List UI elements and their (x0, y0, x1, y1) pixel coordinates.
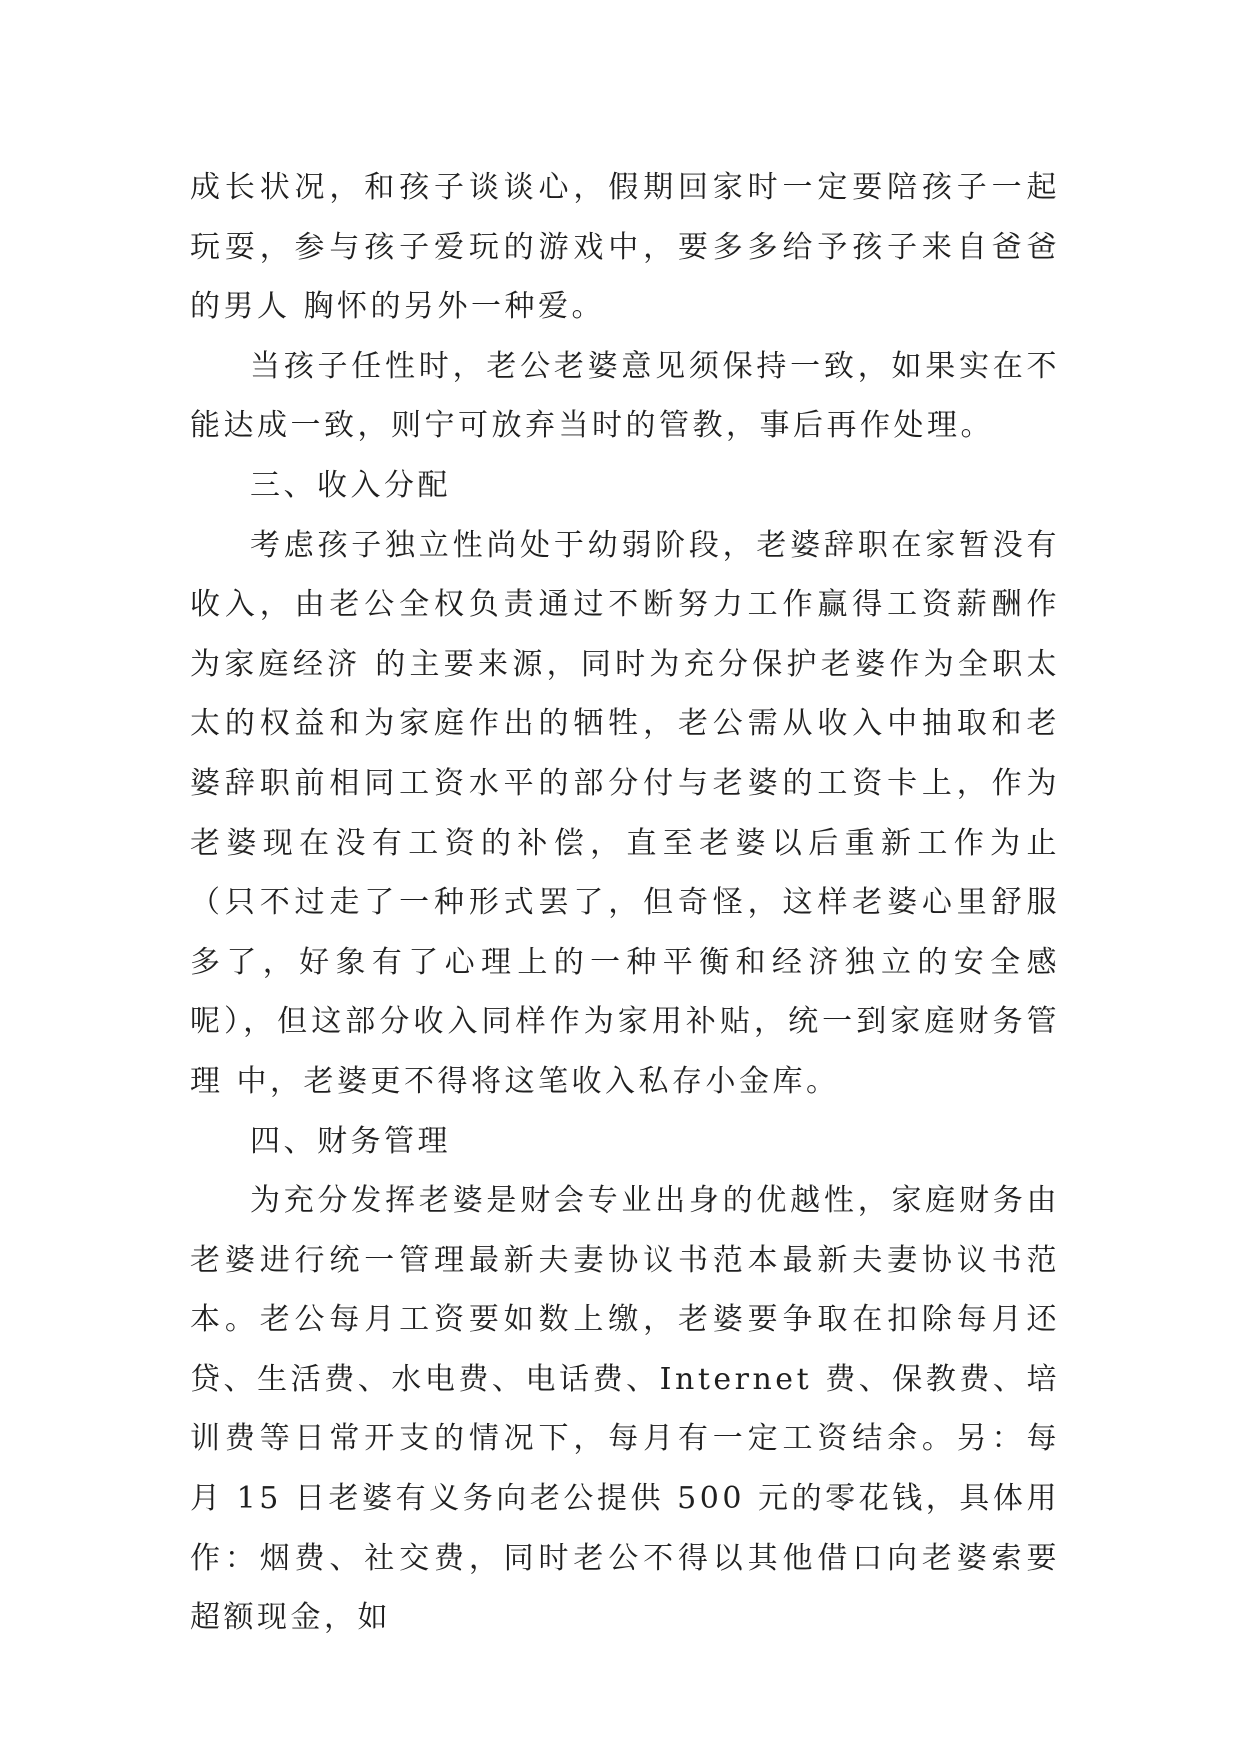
paragraph-continuation: 成长状况，和孩子谈谈心，假期回家时一定要陪孩子一起玩耍，参与孩子爱玩的游戏中，要多多给予孩子来自爸爸的男人 胸怀的另外一种爱。 (190, 170, 1060, 325)
paragraph-child-discipline: 当孩子任性时，老公老婆意见须保持一致，如果实在不能达成一致，则宁可放弃当时的管教，事后再作处理。 (190, 348, 1060, 444)
paragraph-finance-management: 为充分发挥老婆是财会专业出身的优越性，家庭财务由老婆进行统一管理最新夫妻协议书范本最新夫妻协议书范本。老公每月工资要如数上缴，老婆要争取在扣除每月还贷、生活费、水电费、电话费、Internet 费、保教费、培训费等日常开支的情况下，每月有一定工资结余。另：每月 15 日老婆有义务向老公提供 500 元的零花钱，具体用作：烟费、社交费，同时老公不得以其他借口向老婆索要超额现金，如 (190, 1183, 1060, 1636)
section-heading-finance: 四、财务管理 (250, 1123, 451, 1159)
document-body (190, 158, 1060, 1648)
paragraph-income-distribution: 考虑孩子独立性尚处于幼弱阶段，老婆辞职在家暂没有收入，由老公全权负责通过不断努力工作赢得工资薪酬作为家庭经济 的主要来源，同时为充分保护老婆作为全职太太的权益和为家庭作出的牺牲，老公需从收入中抽取和老婆辞职前相同工资水平的部分付与老婆的工资卡上，作为老婆现在没有工资的补偿，直至老婆以后重新工作为止（只不过走了一种形式罢了，但奇怪，这样老婆心里舒服多了，好象有了心理上的一种平衡和经济独立的安全感呢），但这部分收入同样作为家用补贴，统一到家庭财务管理 中，老婆更不得将这笔收入私存小金库。 (190, 527, 1060, 1099)
section-heading-income: 三、收入分配 (250, 467, 451, 503)
